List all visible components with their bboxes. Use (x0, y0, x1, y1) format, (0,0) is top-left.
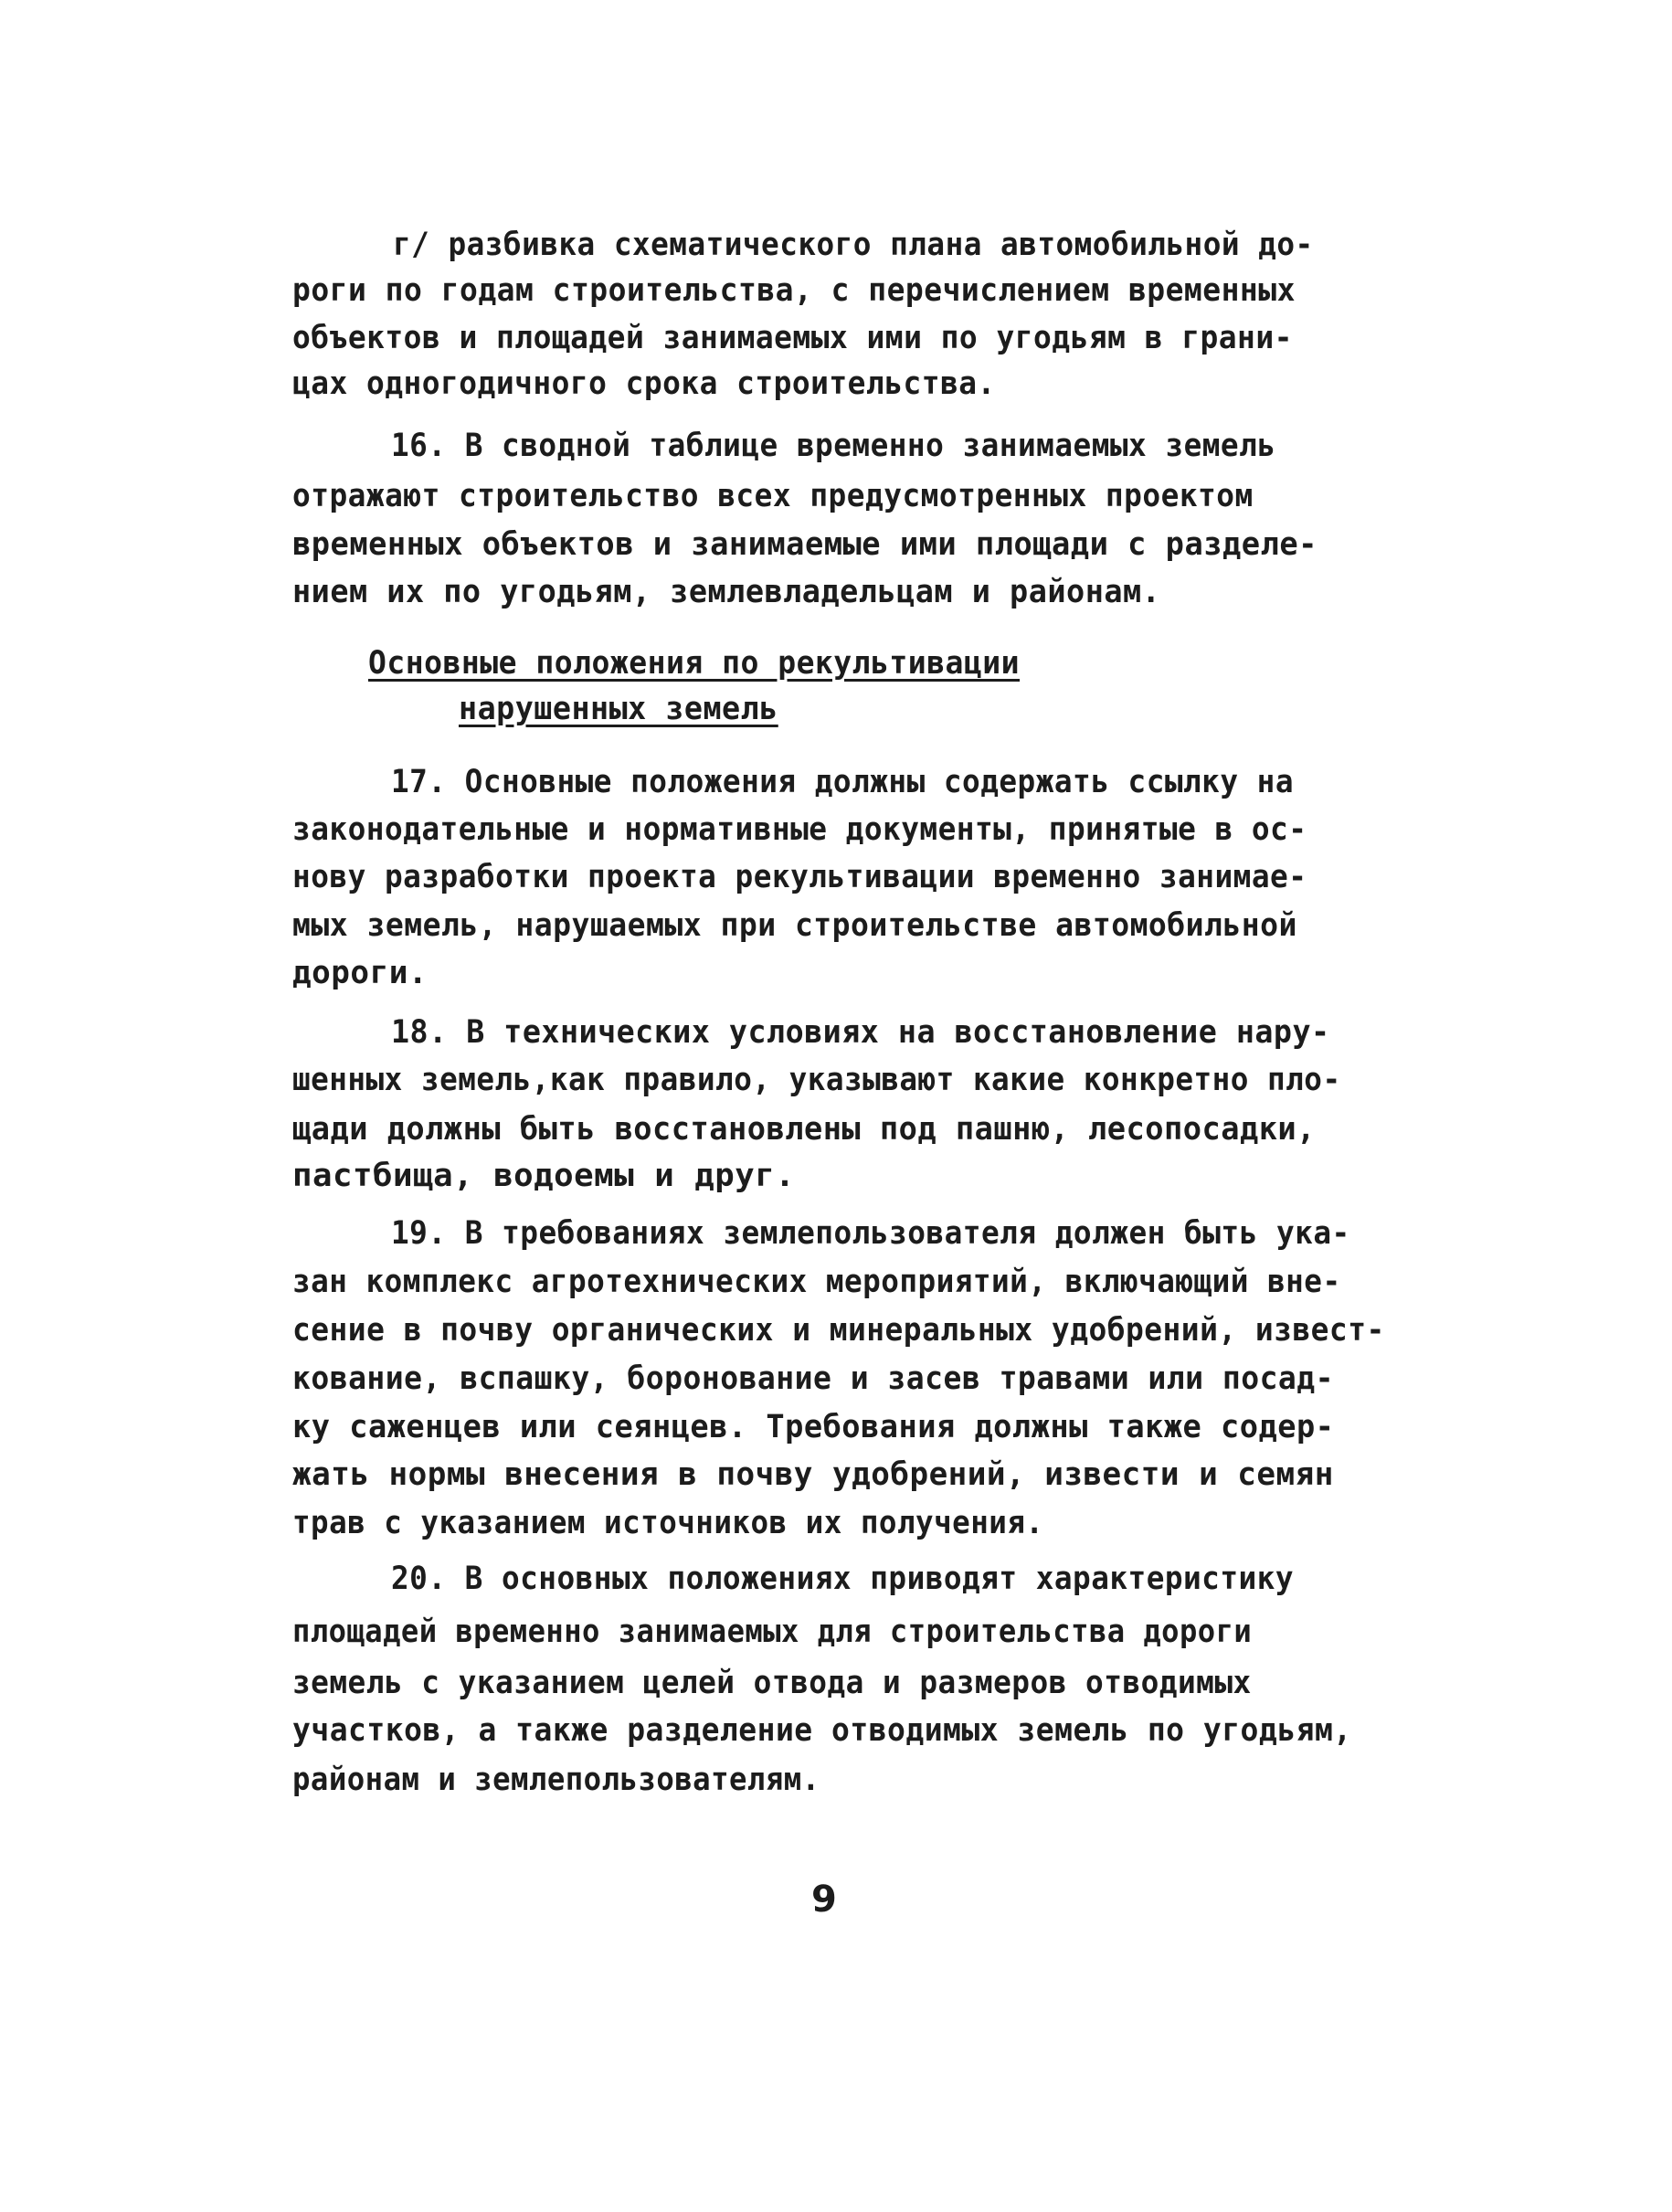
text-line: 16. В сводной таблице временно занимаемых земель (391, 428, 1276, 464)
text-line: мых земель, нарушаемых при строительстве автомобильной (292, 907, 1297, 944)
text-line: отражают строительство всех предусмотренных проектом (292, 478, 1254, 514)
text-line: роги по годам строительства, с перечислением временных (292, 272, 1296, 309)
text-line: дороги. (292, 955, 429, 991)
text-line: зан комплекс агротехнических мероприятий, включающий вне- (292, 1264, 1341, 1300)
text-line: законодательные и нормативные документы, принятые в ос- (292, 811, 1307, 848)
text-line: площадей временно занимаемых для строительства дороги (292, 1614, 1253, 1650)
heading-line: Основные положения по рекультивации (368, 645, 1021, 682)
text-line: земель с указанием целей отвода и размеров отводимых (292, 1665, 1252, 1701)
text-line: цах одногодичного срока строительства. (292, 365, 996, 402)
text-line: ку саженцев или сеянцев. Требования должны также содер- (292, 1409, 1335, 1445)
text-line: жать нормы внесения в почву удобрений, извести и семян (292, 1456, 1334, 1493)
text-line: временных объектов и занимаемые ими площади с разделе- (292, 526, 1317, 563)
text-line: районам и землепользователям. (292, 1762, 820, 1798)
text-line: сение в почву органических и минеральных удобрений, извест- (292, 1312, 1385, 1349)
text-line: 20. В основных положениях приводят характеристику (391, 1561, 1295, 1597)
text-line: 18. В технических условиях на восстановление нару- (391, 1014, 1330, 1051)
text-line: объектов и площадей занимаемых ими по угодьям в грани- (292, 320, 1293, 356)
text-line: 19. В требованиях землепользователя должен быть ука- (391, 1215, 1350, 1252)
page-number: 9 (811, 1879, 837, 1921)
text-line: щади должны быть восстановлены под пашню, лесопосадки, (292, 1111, 1316, 1148)
text-line: кование, вспашку, боронование и засев травами или посад- (292, 1360, 1335, 1397)
text-line: пастбища, водоемы и друг. (292, 1158, 796, 1194)
text-line: нову разработки проекта рекультивации временно занимае- (292, 859, 1307, 895)
text-line: 17. Основные положения должны содержать ссылку на (391, 764, 1295, 800)
text-line: нием их по угодьям, землевладельцам и районам. (292, 574, 1161, 610)
text-line: шенных земель,как правило, указывают какие конкретно пло- (292, 1062, 1341, 1098)
text-line: г/ разбивка схематического плана автомобильной до- (393, 227, 1314, 263)
text-line: трав с указанием источников их получения. (292, 1505, 1044, 1541)
text-line: участков, а также разделение отводимых земель по угодьям, (292, 1712, 1352, 1749)
heading-line: нарушенных земель (459, 691, 778, 727)
